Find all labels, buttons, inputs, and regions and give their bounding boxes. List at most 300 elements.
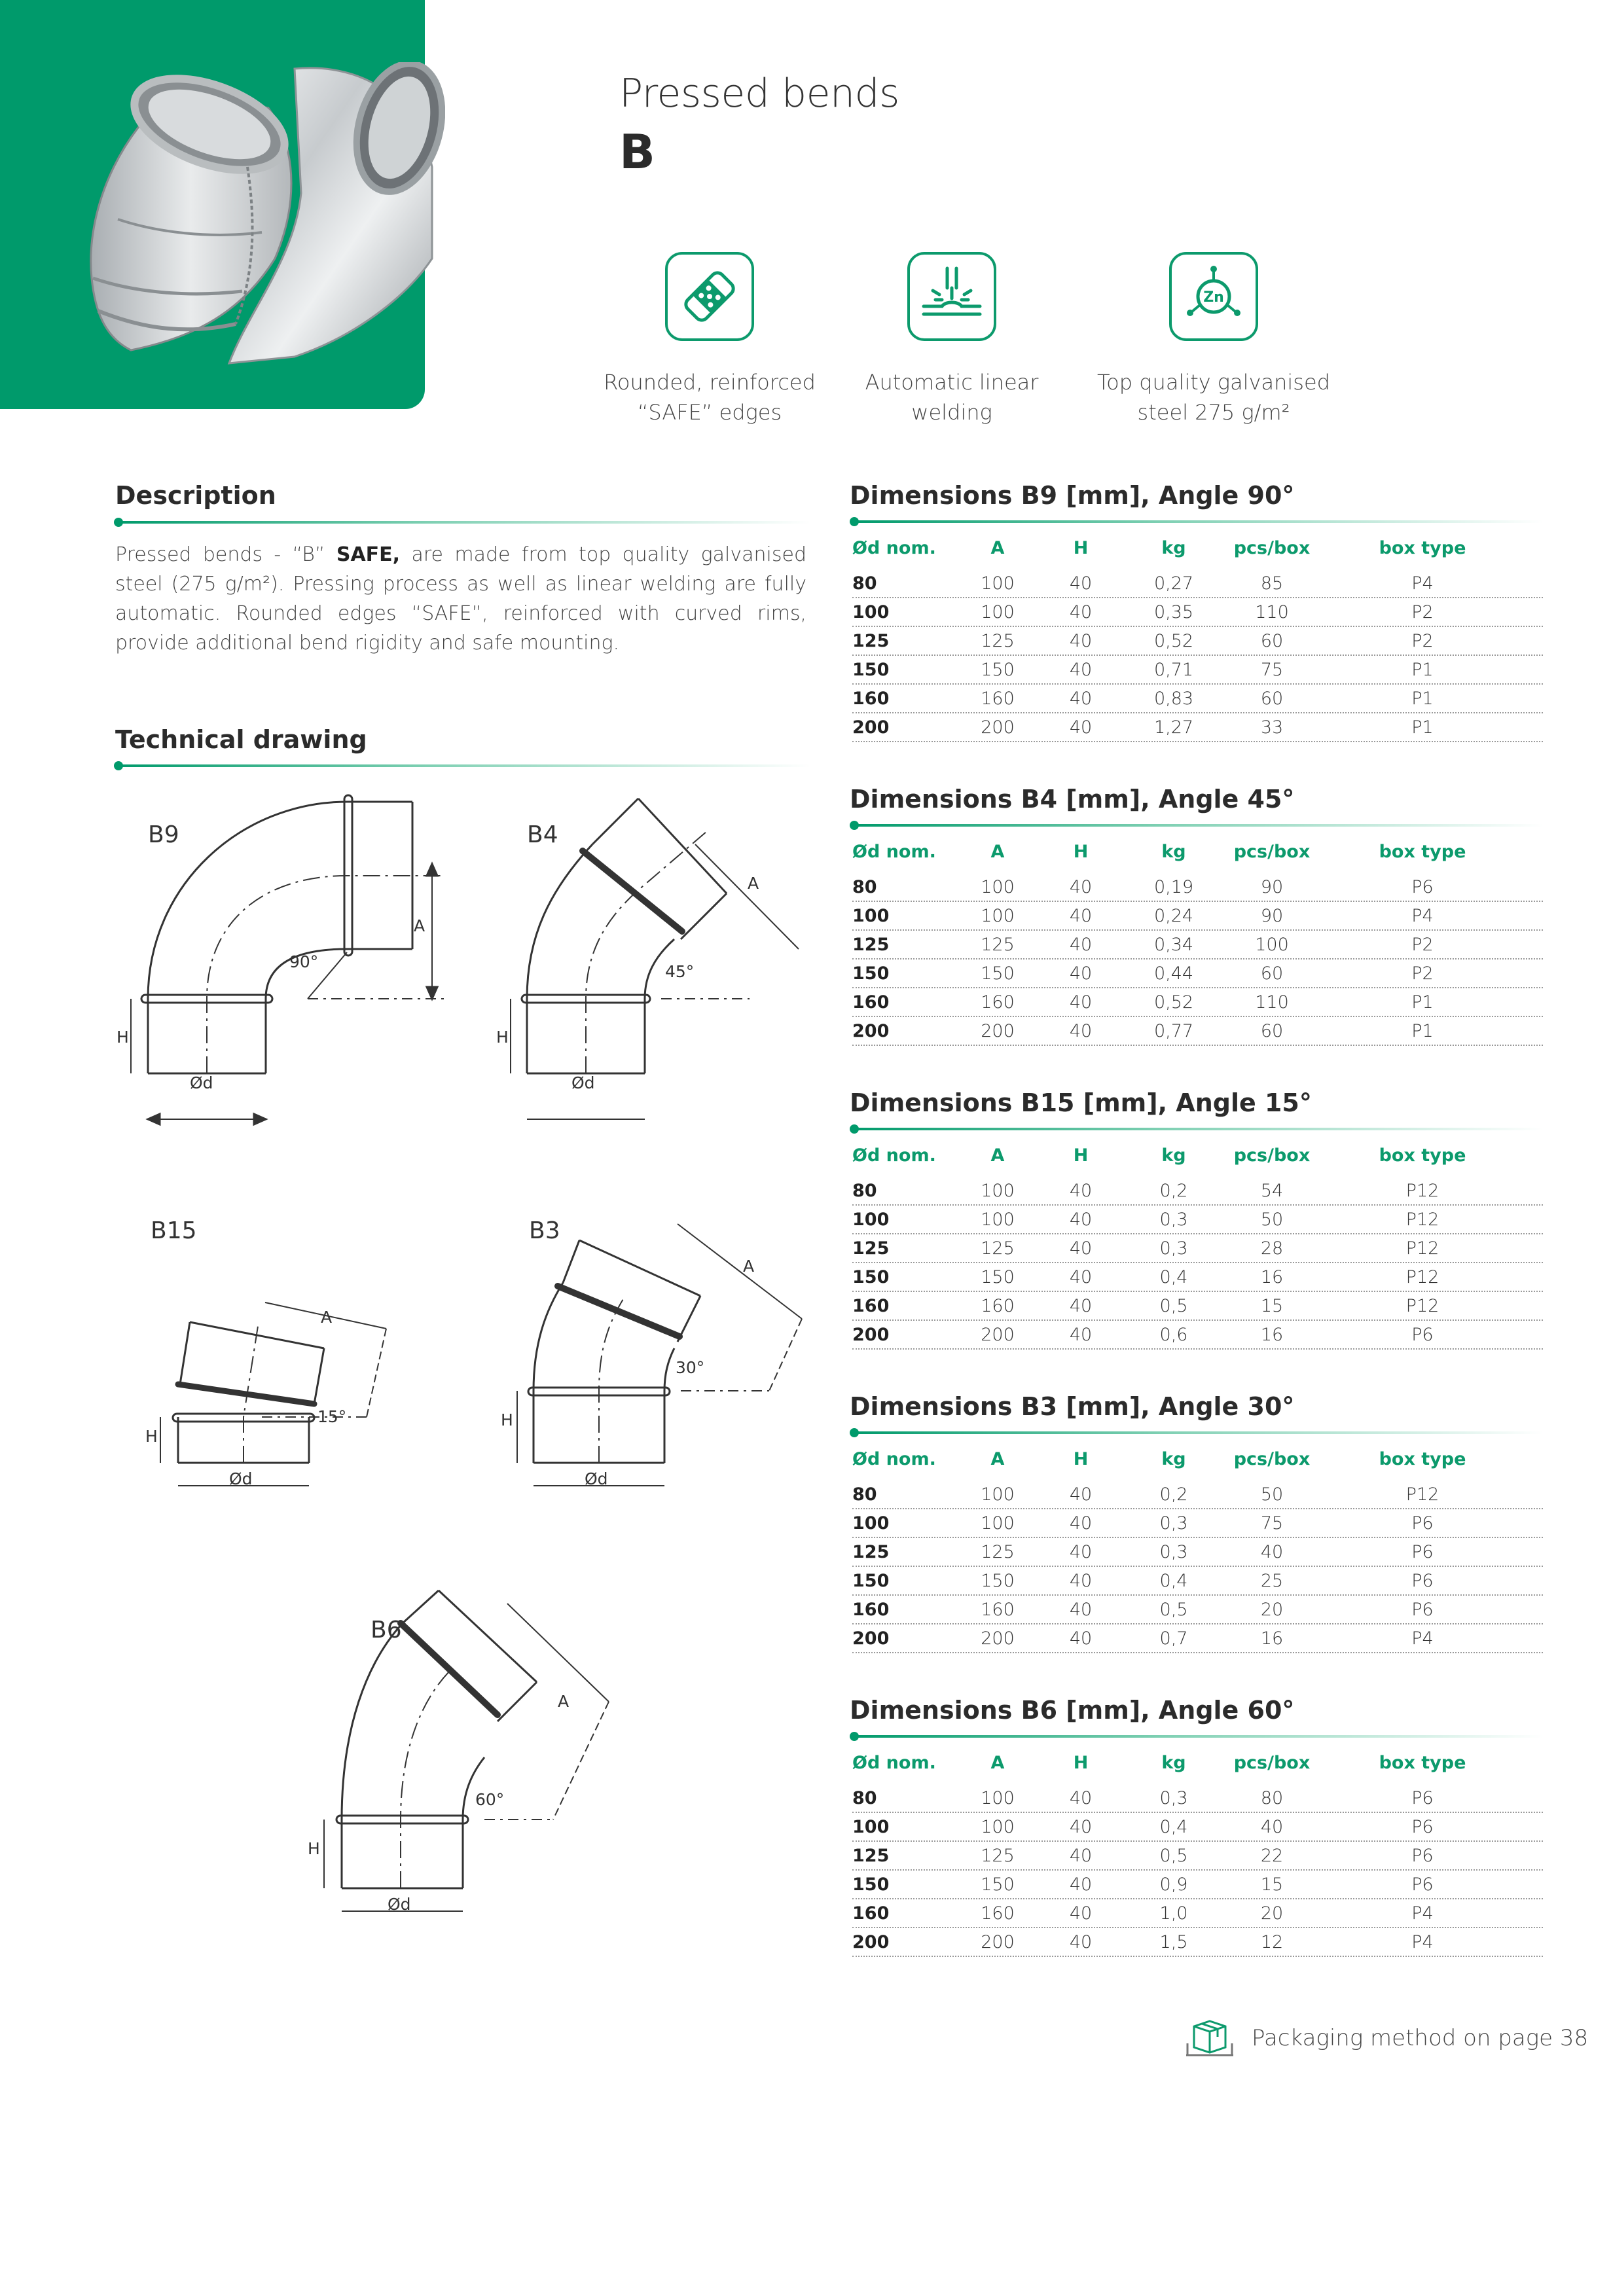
table-row <box>852 1567 1543 1596</box>
table-cell: P2 <box>1411 601 1434 622</box>
column-header: Ød nom. <box>852 1145 936 1166</box>
table-row <box>852 1842 1543 1871</box>
table-cell: 160 <box>852 1599 890 1620</box>
table-cell: 0,3 <box>1159 1209 1188 1230</box>
table-cell: P6 <box>1411 1845 1434 1866</box>
table-title: Dimensions B4 [mm], Angle 45° <box>850 785 1295 814</box>
table-cell: 40 <box>1069 1209 1093 1230</box>
table-cell: 40 <box>1069 1324 1093 1345</box>
table-cell: 0,71 <box>1153 659 1194 680</box>
table-cell: P1 <box>1411 1020 1434 1041</box>
packaging-text: Packaging method on page 38 <box>1252 2025 1589 2051</box>
table-cell: P12 <box>1405 1238 1439 1259</box>
column-header: H <box>1073 1449 1089 1469</box>
table-cell: 1,27 <box>1153 717 1194 738</box>
column-header: pcs/box <box>1233 1753 1311 1773</box>
label-b3: B3 <box>529 1217 560 1244</box>
column-header: Ød nom. <box>852 1753 936 1773</box>
table-cell: 150 <box>981 963 1015 984</box>
table-cell: 0,2 <box>1159 1484 1188 1505</box>
table-cell: 100 <box>981 601 1015 622</box>
table-cell: 0,52 <box>1153 630 1194 651</box>
table-header-row <box>852 1444 1543 1474</box>
table-cell: 40 <box>1069 1599 1093 1620</box>
table-cell: P12 <box>1405 1209 1439 1230</box>
angle-label: 15° <box>317 1407 347 1426</box>
table-cell: 0,3 <box>1159 1541 1188 1562</box>
table-cell: 0,5 <box>1159 1599 1188 1620</box>
table-row <box>852 1321 1543 1350</box>
feature-label: Automatic linear welding <box>865 370 1039 425</box>
table-cell: 200 <box>981 1324 1015 1345</box>
table-cell: 0,83 <box>1153 688 1194 709</box>
h-label: H <box>145 1427 158 1446</box>
table-cell: 80 <box>852 1787 877 1808</box>
table-cell: 0,34 <box>1153 934 1194 955</box>
a-label: A <box>748 874 759 893</box>
h-label: H <box>496 1028 509 1047</box>
table-cell: 200 <box>981 717 1015 738</box>
pressed-bend-photo <box>79 62 445 403</box>
feature-galvanised <box>1096 252 1331 427</box>
table-cell: 20 <box>1260 1903 1284 1924</box>
label-b15: B15 <box>151 1217 197 1244</box>
table-cell: 50 <box>1260 1209 1284 1230</box>
table-row <box>852 598 1543 627</box>
table-cell: 40 <box>1069 1570 1093 1591</box>
table-cell: 80 <box>852 1180 877 1201</box>
table-cell: P1 <box>1411 992 1434 1013</box>
column-header: H <box>1073 842 1089 862</box>
table-row <box>852 1234 1543 1263</box>
table-cell: 54 <box>1260 1180 1284 1201</box>
dimension-table <box>852 837 1543 1046</box>
table-cell: 0,19 <box>1153 876 1194 897</box>
column-header: pcs/box <box>1233 538 1311 558</box>
table-cell: 40 <box>1069 1874 1093 1895</box>
table-cell: P6 <box>1411 1513 1434 1534</box>
packaging-note <box>1184 2017 1588 2059</box>
table-row <box>852 1480 1543 1509</box>
table-cell: 12 <box>1260 1931 1284 1952</box>
table-cell: 80 <box>852 573 877 594</box>
column-header: A <box>990 1145 1005 1166</box>
column-header: A <box>990 1753 1005 1773</box>
column-header: box type <box>1379 538 1466 558</box>
table-cell: 40 <box>1069 934 1093 955</box>
table-row <box>852 1017 1543 1046</box>
table-cell: 150 <box>981 1266 1015 1287</box>
table-title: Dimensions B9 [mm], Angle 90° <box>850 481 1295 510</box>
diameter-label: Ød <box>190 1073 213 1092</box>
table-cell: 80 <box>852 1484 877 1505</box>
table-cell: 150 <box>852 963 890 984</box>
section-divider <box>852 1431 1543 1434</box>
table-cell: 15 <box>1260 1295 1284 1316</box>
table-row <box>852 1813 1543 1842</box>
section-divider <box>852 1128 1543 1130</box>
table-cell: 15 <box>1260 1874 1284 1895</box>
section-divider <box>117 521 810 524</box>
table-cell: 200 <box>852 1324 890 1345</box>
column-header: kg <box>1161 1145 1186 1166</box>
table-cell: 0,3 <box>1159 1513 1188 1534</box>
table-row <box>852 902 1543 931</box>
diameter-label: Ød <box>229 1469 253 1488</box>
dimension-table <box>852 1141 1543 1350</box>
table-row <box>852 627 1543 656</box>
table-cell: 40 <box>1260 1816 1284 1837</box>
table-cell: 100 <box>981 1816 1015 1837</box>
table-cell: 33 <box>1260 717 1284 738</box>
table-cell: P6 <box>1411 1874 1434 1895</box>
table-cell: 160 <box>981 1295 1015 1316</box>
feature-label: Rounded, reinforced “SAFE” edges <box>604 370 816 425</box>
column-header: pcs/box <box>1233 1145 1311 1166</box>
table-cell: 60 <box>1260 963 1284 984</box>
table-row <box>852 1928 1543 1957</box>
table-cell: P4 <box>1411 1903 1434 1924</box>
table-cell: 60 <box>1260 630 1284 651</box>
column-header: A <box>990 538 1005 558</box>
table-cell: 200 <box>981 1628 1015 1649</box>
table-cell: 90 <box>1260 905 1284 926</box>
table-header-row <box>852 837 1543 867</box>
table-cell: 150 <box>981 1570 1015 1591</box>
table-row <box>852 1596 1543 1624</box>
table-cell: 160 <box>981 1599 1015 1620</box>
table-cell: 160 <box>981 992 1015 1013</box>
table-cell: 200 <box>852 1931 890 1952</box>
table-cell: 200 <box>852 717 890 738</box>
diameter-label: Ød <box>571 1073 595 1092</box>
table-row <box>852 988 1543 1017</box>
table-cell: 85 <box>1260 573 1284 594</box>
label-b9: B9 <box>148 821 179 848</box>
table-cell: 0,52 <box>1153 992 1194 1013</box>
table-cell: 100 <box>981 1787 1015 1808</box>
table-cell: 40 <box>1069 1513 1093 1534</box>
table-cell: 125 <box>852 630 890 651</box>
table-title: Dimensions B3 [mm], Angle 30° <box>850 1392 1295 1421</box>
table-cell: 1,5 <box>1159 1931 1188 1952</box>
diameter-label: Ød <box>388 1895 411 1914</box>
table-cell: 40 <box>1069 905 1093 926</box>
table-cell: 200 <box>852 1628 890 1649</box>
h-label: H <box>117 1028 129 1047</box>
table-cell: 40 <box>1069 1295 1093 1316</box>
table-cell: 125 <box>981 630 1015 651</box>
table-cell: 150 <box>981 659 1015 680</box>
table-cell: 40 <box>1069 688 1093 709</box>
table-cell: 22 <box>1260 1845 1284 1866</box>
dimension-table <box>852 1748 1543 1957</box>
table-cell: 0,6 <box>1159 1324 1188 1345</box>
zinc-icon <box>1169 252 1258 341</box>
table-title: Dimensions B6 [mm], Angle 60° <box>850 1696 1295 1725</box>
table-cell: 40 <box>1069 573 1093 594</box>
feature-welding <box>834 252 1070 427</box>
table-row <box>852 1509 1543 1538</box>
drawing-b15 <box>160 1302 386 1486</box>
table-cell: 40 <box>1069 876 1093 897</box>
table-cell: 200 <box>981 1020 1015 1041</box>
table-cell: P1 <box>1411 688 1434 709</box>
column-header: Ød nom. <box>852 1449 936 1469</box>
table-cell: 40 <box>1069 1628 1093 1649</box>
table-cell: 160 <box>852 992 890 1013</box>
dimension-table <box>852 533 1543 742</box>
table-cell: P1 <box>1411 717 1434 738</box>
a-label: A <box>414 916 425 935</box>
table-row <box>852 931 1543 960</box>
angle-label: 45° <box>665 962 695 981</box>
column-header: A <box>990 1449 1005 1469</box>
table-cell: 40 <box>1069 1845 1093 1866</box>
technical-drawing-heading: Technical drawing <box>115 725 367 754</box>
table-cell: 0,3 <box>1159 1787 1188 1808</box>
table-cell: 1,0 <box>1159 1903 1188 1924</box>
table-cell: 40 <box>1069 717 1093 738</box>
table-cell: 100 <box>852 905 890 926</box>
table-cell: 150 <box>852 1570 890 1591</box>
table-title: Dimensions B15 [mm], Angle 15° <box>850 1088 1312 1117</box>
section-divider <box>117 764 810 767</box>
column-header: box type <box>1379 1753 1466 1773</box>
table-cell: 40 <box>1069 1541 1093 1562</box>
table-row <box>852 1177 1543 1206</box>
table-cell: 160 <box>852 1903 890 1924</box>
table-cell: 125 <box>852 1541 890 1562</box>
a-label: A <box>321 1308 333 1327</box>
table-cell: 16 <box>1260 1324 1284 1345</box>
section-divider <box>852 1735 1543 1738</box>
h-label: H <box>501 1410 513 1429</box>
column-header: kg <box>1161 842 1186 862</box>
table-cell: P2 <box>1411 963 1434 984</box>
description-heading: Description <box>115 481 276 510</box>
table-cell: 160 <box>981 1903 1015 1924</box>
table-cell: 0,24 <box>1153 905 1194 926</box>
column-header: Ød nom. <box>852 538 936 558</box>
table-cell: 100 <box>981 1513 1015 1534</box>
table-cell: 0,77 <box>1153 1020 1194 1041</box>
technical-drawing <box>0 772 844 1950</box>
table-cell: 0,4 <box>1159 1266 1188 1287</box>
table-cell: 100 <box>981 1209 1015 1230</box>
table-cell: 40 <box>1069 963 1093 984</box>
table-cell: P4 <box>1411 1931 1434 1952</box>
table-row <box>852 1538 1543 1567</box>
table-cell: 100 <box>852 1816 890 1837</box>
table-cell: 110 <box>1255 601 1289 622</box>
table-cell: 0,2 <box>1159 1180 1188 1201</box>
table-cell: 150 <box>852 1874 890 1895</box>
table-row <box>852 685 1543 713</box>
table-cell: 100 <box>1255 934 1289 955</box>
table-row <box>852 1206 1543 1234</box>
welding-icon <box>907 252 996 341</box>
table-cell: P12 <box>1405 1295 1439 1316</box>
feature-label: Top quality galvanised steel 275 g/m² <box>1097 370 1330 425</box>
column-header: H <box>1073 1753 1089 1773</box>
table-cell: 160 <box>852 688 890 709</box>
column-header: pcs/box <box>1233 842 1311 862</box>
table-cell: 20 <box>1260 1599 1284 1620</box>
table-cell: 100 <box>981 905 1015 926</box>
table-cell: P12 <box>1405 1266 1439 1287</box>
column-header: pcs/box <box>1233 1449 1311 1469</box>
table-cell: 80 <box>852 876 877 897</box>
drawing-b3 <box>517 1224 802 1486</box>
table-cell: 100 <box>852 1209 890 1230</box>
table-cell: 0,7 <box>1159 1628 1188 1649</box>
column-header: box type <box>1379 842 1466 862</box>
feature-safe-edges <box>592 252 827 427</box>
section-divider <box>852 824 1543 827</box>
table-cell: 75 <box>1260 659 1284 680</box>
table-cell: 160 <box>981 688 1015 709</box>
table-cell: 0,44 <box>1153 963 1194 984</box>
description-text: Pressed bends - “B” SAFE, are made from top quality galvanised steel (275 g/m²). Pressing process as well as linear welding are fully automatic. Rounded edges “SAFE”, reinforced with curved rims, provide additional bend rigidity and safe mounting. <box>115 543 807 655</box>
table-cell: P2 <box>1411 630 1434 651</box>
package-icon <box>1184 2017 1236 2059</box>
table-header-row <box>852 1141 1543 1170</box>
svg-text:Zn: Zn <box>1203 289 1224 306</box>
reinforced-edge-icon <box>665 252 754 341</box>
table-cell: 0,35 <box>1153 601 1194 622</box>
table-row <box>852 960 1543 988</box>
table-cell: P4 <box>1411 905 1434 926</box>
table-row <box>852 569 1543 598</box>
table-cell: 0,5 <box>1159 1845 1188 1866</box>
table-cell: 16 <box>1260 1266 1284 1287</box>
table-cell: 100 <box>981 573 1015 594</box>
table-cell: 0,4 <box>1159 1570 1188 1591</box>
table-cell: 100 <box>981 1484 1015 1505</box>
table-cell: 16 <box>1260 1628 1284 1649</box>
column-header: kg <box>1161 538 1186 558</box>
table-cell: 0,5 <box>1159 1295 1188 1316</box>
diameter-label: Ød <box>585 1469 608 1488</box>
table-cell: 125 <box>852 934 890 955</box>
table-cell: P6 <box>1411 1787 1434 1808</box>
column-header: H <box>1073 538 1089 558</box>
a-label: A <box>743 1257 755 1276</box>
column-header: H <box>1073 1145 1089 1166</box>
table-cell: 40 <box>1069 1020 1093 1041</box>
column-header: box type <box>1379 1449 1466 1469</box>
table-cell: 150 <box>852 1266 890 1287</box>
table-cell: 40 <box>1069 1787 1093 1808</box>
table-cell: P6 <box>1411 1599 1434 1620</box>
table-cell: 160 <box>852 1295 890 1316</box>
table-cell: 40 <box>1069 1266 1093 1287</box>
table-cell: 150 <box>981 1874 1015 1895</box>
column-header: A <box>990 842 1005 862</box>
table-cell: 100 <box>852 601 890 622</box>
table-cell: 75 <box>1260 1513 1284 1534</box>
table-cell: 40 <box>1069 630 1093 651</box>
model-code: B <box>619 124 655 179</box>
table-cell: 40 <box>1069 659 1093 680</box>
label-b4: B4 <box>527 821 558 848</box>
table-cell: P6 <box>1411 876 1434 897</box>
table-cell: 40 <box>1069 1816 1093 1837</box>
table-cell: 200 <box>852 1020 890 1041</box>
column-header: Ød nom. <box>852 842 936 862</box>
table-cell: 125 <box>981 1238 1015 1259</box>
angle-label: 30° <box>676 1358 705 1377</box>
table-cell: 0,4 <box>1159 1816 1188 1837</box>
table-cell: 90 <box>1260 876 1284 897</box>
table-row <box>852 1624 1543 1653</box>
table-row <box>852 1292 1543 1321</box>
table-row <box>852 1899 1543 1928</box>
table-cell: 40 <box>1069 1484 1093 1505</box>
table-cell: 0,27 <box>1153 573 1194 594</box>
table-row <box>852 1263 1543 1292</box>
column-header: kg <box>1161 1449 1186 1469</box>
table-cell: 0,3 <box>1159 1238 1188 1259</box>
table-cell: 40 <box>1069 1180 1093 1201</box>
table-header-row <box>852 1748 1543 1778</box>
table-cell: P1 <box>1411 659 1434 680</box>
angle-label: 90° <box>289 952 319 971</box>
table-cell: 28 <box>1260 1238 1284 1259</box>
table-cell: 60 <box>1260 688 1284 709</box>
table-cell: 80 <box>1260 1787 1284 1808</box>
table-cell: 100 <box>852 1513 890 1534</box>
table-cell: 125 <box>852 1238 890 1259</box>
table-row <box>852 873 1543 902</box>
table-header-row <box>852 533 1543 563</box>
table-cell: 100 <box>981 1180 1015 1201</box>
table-cell: P2 <box>1411 934 1434 955</box>
table-cell: 150 <box>852 659 890 680</box>
section-divider <box>852 520 1543 523</box>
column-header: kg <box>1161 1753 1186 1773</box>
table-cell: 40 <box>1069 1931 1093 1952</box>
table-cell: 110 <box>1255 992 1289 1013</box>
table-cell: 50 <box>1260 1484 1284 1505</box>
table-cell: 125 <box>981 934 1015 955</box>
table-cell: 0,9 <box>1159 1874 1188 1895</box>
table-cell: 60 <box>1260 1020 1284 1041</box>
angle-label: 60° <box>475 1790 505 1809</box>
table-cell: 40 <box>1260 1541 1284 1562</box>
table-cell: P12 <box>1405 1180 1439 1201</box>
table-cell: 25 <box>1260 1570 1284 1591</box>
table-cell: P6 <box>1411 1816 1434 1837</box>
table-row <box>852 713 1543 742</box>
table-cell: 100 <box>981 876 1015 897</box>
a-label: A <box>558 1692 570 1711</box>
table-cell: P6 <box>1411 1541 1434 1562</box>
table-row <box>852 1784 1543 1813</box>
table-cell: P6 <box>1411 1570 1434 1591</box>
table-cell: 40 <box>1069 992 1093 1013</box>
dimension-table <box>852 1444 1543 1653</box>
table-cell: 200 <box>981 1931 1015 1952</box>
table-row <box>852 1871 1543 1899</box>
table-row <box>852 656 1543 685</box>
page-title: Pressed bends <box>619 71 899 117</box>
table-cell: P12 <box>1405 1484 1439 1505</box>
drawing-b6 <box>324 1590 609 1911</box>
table-cell: 125 <box>981 1845 1015 1866</box>
table-cell: 40 <box>1069 1238 1093 1259</box>
